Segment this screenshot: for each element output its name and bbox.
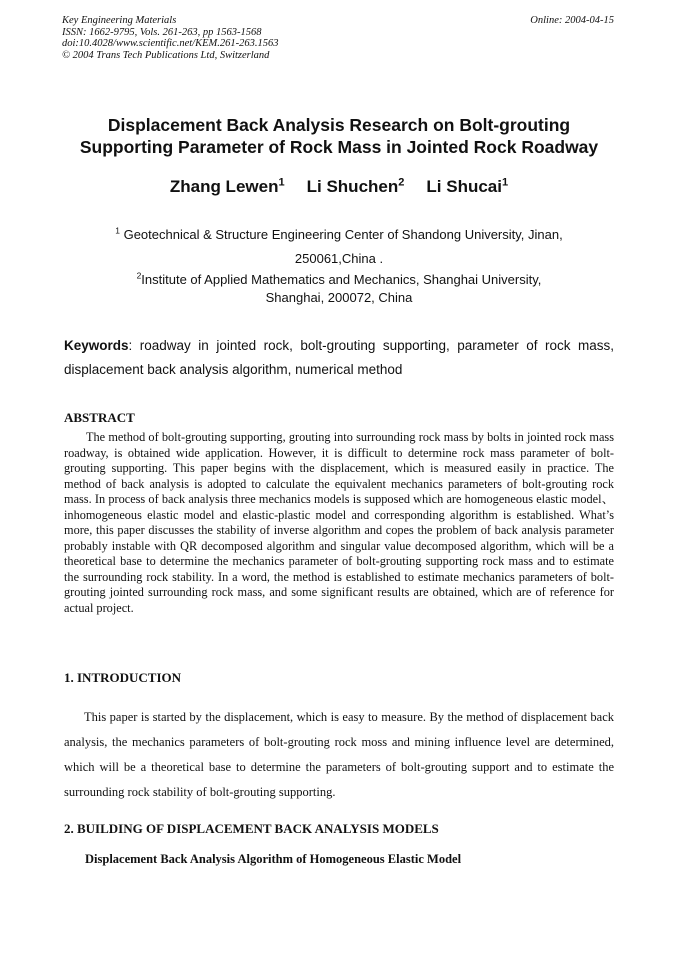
author-affiliation-mark: 2	[398, 176, 405, 189]
keywords	[64, 334, 614, 382]
section-2-heading: 2. BUILDING OF DISPLACEMENT BACK ANALYSIS MODELS	[64, 821, 439, 836]
author-name: Li Shuchen	[306, 177, 399, 196]
affiliation-1-line-1	[0, 227, 678, 242]
abstract-body: The method of bolt-grouting supporting, grouting into surrounding rock mass by bolts in jointed rock mass roadway, is obtained wide application. However, it is difficult to determine rock mass parameter of bolt-grouting supporting. This paper begins with the displacement, which is measured easily in practice. The method of back analysis is adopted to calculate the equivalent mechanics parameters of bolt-grouting rock mass. In process of back analysis three mechanics models is supposed which are homogeneous elastic model、inhomogeneous elastic model and elastic-plastic model and corresponding algorithm is established. What’s more, this paper discusses the stability of inverse algorithm and copes the problem of back analysis parameter probably instable with QR decomposed algorithm and singular value decomposed algorithm, which will be a theoretical base to determine the mechanics parameter of bolt-grouting supporting rock mass and to estimate the surrounding rock stability. In a word, the method is established to estimate mechanics parameters of bolt-grouting jointed surrounding rock mass, and some significant results are obtained, which are of reference for actual project.	[64, 430, 614, 615]
issn-line: ISSN: 1662-9795, Vols. 261-263, pp 1563-1568	[62, 26, 262, 38]
doi-line: doi:10.4028/www.scientific.net/KEM.261-263.1563	[62, 38, 279, 49]
title-line-1: Displacement Back Analysis Research on Bolt-grouting	[107, 115, 571, 135]
keywords-text: : roadway in jointed rock, bolt-grouting supporting, parameter of rock mass, displacement back analysis algorithm, numerical method	[64, 338, 614, 377]
paper-title	[0, 114, 678, 158]
journal-header	[62, 15, 279, 61]
author-affiliation-mark: 1	[278, 176, 285, 189]
journal-name: Key Engineering Materials	[62, 15, 177, 26]
affiliation-2-line-1	[0, 272, 678, 287]
affiliation-mark: 2	[136, 270, 142, 281]
section-2-subheading: Displacement Back Analysis Algorithm of Homogeneous Elastic Model	[85, 852, 462, 866]
affiliation-2-line-2: Shanghai, 200072, China	[265, 290, 413, 305]
author-list	[0, 177, 678, 197]
abstract-heading: ABSTRACT	[64, 410, 135, 425]
section-1-heading: 1. INTRODUCTION	[64, 670, 182, 685]
copyright-line: © 2004 Trans Tech Publications Ltd, Switzerland	[62, 49, 270, 61]
keywords-label: Keywords	[64, 338, 129, 353]
section-1-body: This paper is started by the displacement, which is easy to measure. By the method of displacement back analysis, the mechanics parameters of bolt-grouting rock moss and mining influence level are determined, which will be a theoretical base to determine the parameters of bolt-grouting support and to estimate the surrounding rock stability of bolt-grouting supporting.	[64, 710, 614, 799]
author-affiliation-mark: 1	[501, 176, 509, 189]
affiliation-text: Geotechnical & Structure Engineering Center of Shandong University, Jinan,	[123, 227, 563, 242]
author-name: Li Shucai	[426, 177, 502, 196]
author-name: Zhang Lewen	[169, 177, 279, 196]
affiliation-text: Institute of Applied Mathematics and Mechanics, Shanghai University,	[141, 272, 542, 287]
online-date: Online: 2004-04-15	[530, 15, 614, 26]
title-line-2: Supporting Parameter of Rock Mass in Jointed Rock Roadway	[79, 137, 599, 157]
affiliation-1-line-2: 250061,China .	[294, 251, 384, 266]
affiliation-mark: 1	[115, 225, 120, 236]
